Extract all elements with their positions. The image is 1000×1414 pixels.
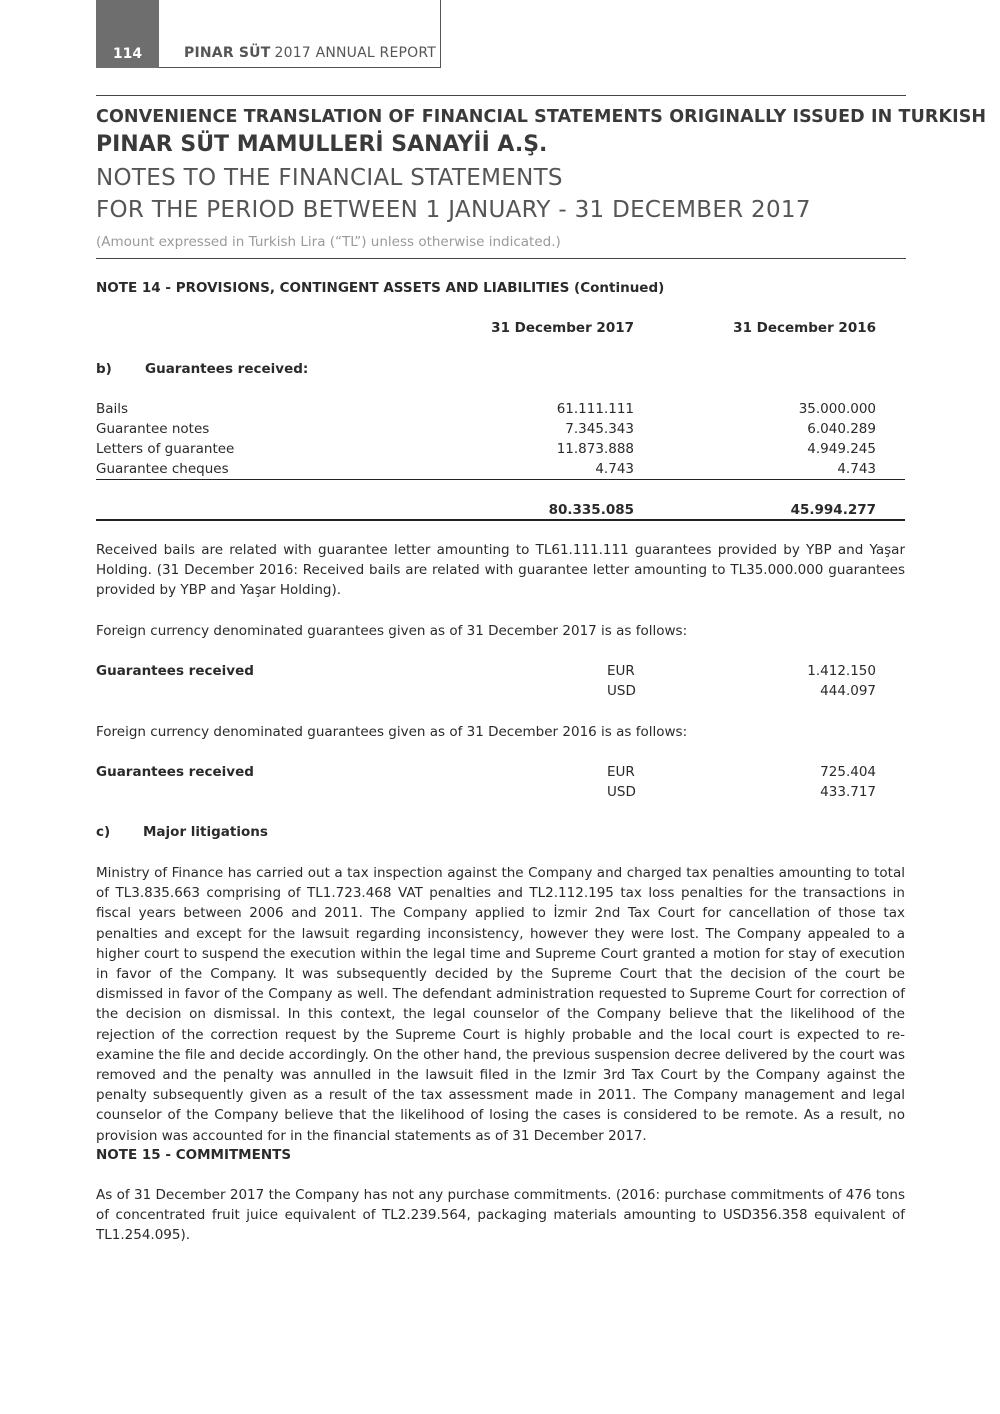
fx-2016-currency: USD xyxy=(607,784,636,800)
company-name: PINAR SÜT MAMULLERİ SANAYİİ A.Ş. xyxy=(96,132,548,157)
period-heading: FOR THE PERIOD BETWEEN 1 JANUARY - 31 DECEMBER 2017 xyxy=(96,197,811,223)
header-rule-bottom xyxy=(96,258,906,259)
header-rule-top xyxy=(96,95,906,96)
fx-2016-amount: 433.717 xyxy=(820,784,876,800)
table-row-label: Letters of guarantee xyxy=(96,441,235,457)
running-header xyxy=(159,0,441,68)
table-cell-2017: 11.873.888 xyxy=(556,441,634,457)
fx-2016-intro: Foreign currency denominated guarantees given as of 31 December 2016 is as follows: xyxy=(96,724,688,740)
table-cell-2016: 4.743 xyxy=(837,461,876,477)
section-b-letter: b) xyxy=(96,361,112,377)
section-b-title: Guarantees received: xyxy=(145,361,309,377)
subtotal-rule xyxy=(96,479,905,480)
total-rule xyxy=(96,519,905,521)
currency-note: (Amount expressed in Turkish Lira (“TL”) unless otherwise indicated.) xyxy=(96,234,561,250)
table-row-label: Bails xyxy=(96,401,129,417)
table-row-label: Guarantee cheques xyxy=(96,461,229,477)
table-cell-2016: 6.040.289 xyxy=(807,421,876,437)
fx-2017-intro: Foreign currency denominated guarantees given as of 31 December 2017 is as follows: xyxy=(96,623,688,639)
table-cell-2017: 7.345.343 xyxy=(565,421,634,437)
commitments-paragraph: As of 31 December 2017 the Company has not any purchase commitments. (2016: purchase commitments of 476 tons of concentrated fruit juice equivalent of TL2.239.564, packaging materials amounting to USD356.358 equivalent of TL1.254.095). xyxy=(96,1187,905,1244)
litigation-paragraph: Ministry of Finance has carried out a tax inspection against the Company and charged tax penalties amounting to total of TL3.835.663 comprising of TL1.723.468 VAT penalties and TL2.112.195 tax loss penalties for the transactions in fiscal years between 2006 and 2011. The Company applied to İzmir 2nd Tax Court for cancellation of those tax penalties and except for the lawsuit regarding inconsistency, however they were lost. The Company appealed to a higher court to suspend the execution within the legal time and Supreme Court granted a motion for stay of execution in favor of the Company. It was subsequently decided by the Supreme Court that the decision of the court be dismissed in favor of the Company as well. The defendant administration requested to Supreme Court for correction of the decision on dismissal. In this context, the legal counselor of the Company believe that the likelihood of the rejection of the correction request by the Supreme Court is highly probable and the local court is expected to re-examine the file and decide accordingly. On the other hand, the previous suspension decree delivered by the court was removed and the penalty was annulled in the lawsuit filed in the Izmir 3rd Tax Court by the Company against the penalty subsequently given as a result of the tax assessment made in 2011. The Company management and legal counselor of the Company believe that the likelihood of losing the cases is considered to be remote. As a result, no provision was accounted for in the financial statements as of 31 December 2017. xyxy=(96,865,905,1144)
column-header-2017: 31 December 2017 xyxy=(491,320,634,336)
section-c-title: Major litigations xyxy=(143,824,268,840)
table-cell-2016: 35.000.000 xyxy=(798,401,876,417)
section-c-letter: c) xyxy=(96,824,111,840)
total-2016: 45.994.277 xyxy=(790,502,876,518)
note14-title: NOTE 14 - PROVISIONS, CONTINGENT ASSETS AND LIABILITIES (Continued) xyxy=(96,280,665,296)
translation-heading: CONVENIENCE TRANSLATION OF FINANCIAL STATEMENTS ORIGINALLY ISSUED IN TURKISH xyxy=(96,107,987,127)
table-cell-2017: 61.111.111 xyxy=(556,401,634,417)
fx-2017-amount: 1.412.150 xyxy=(807,663,876,679)
running-header-brand: PINAR SÜT xyxy=(184,45,271,61)
fx-2017-amount: 444.097 xyxy=(820,683,876,699)
column-header-2016: 31 December 2016 xyxy=(733,320,876,336)
table-cell-2016: 4.949.245 xyxy=(807,441,876,457)
total-2017: 80.335.085 xyxy=(548,502,634,518)
running-header-title: 2017 ANNUAL REPORT xyxy=(274,45,437,61)
notes-heading: NOTES TO THE FINANCIAL STATEMENTS xyxy=(96,165,563,191)
fx-2016-currency: EUR xyxy=(607,764,635,780)
table-cell-2017: 4.743 xyxy=(595,461,634,477)
fx-2017-currency: USD xyxy=(607,683,636,699)
note15-title: NOTE 15 - COMMITMENTS xyxy=(96,1147,292,1163)
bails-paragraph: Received bails are related with guarantee letter amounting to TL61.111.111 guarantees provided by YBP and Yaşar Holding. (31 December 2016: Received bails are related with guarantee letter amounting to TL35.000.000 guarantees provided by YBP and Yaşar Holding). xyxy=(96,542,905,599)
fx-2017-currency: EUR xyxy=(607,663,635,679)
page-number xyxy=(96,0,159,68)
fx-2016-label: Guarantees received xyxy=(96,764,254,780)
fx-2016-amount: 725.404 xyxy=(820,764,876,780)
fx-2017-label: Guarantees received xyxy=(96,663,254,679)
page-number-text: 114 xyxy=(112,46,143,62)
table-row-label: Guarantee notes xyxy=(96,421,210,437)
